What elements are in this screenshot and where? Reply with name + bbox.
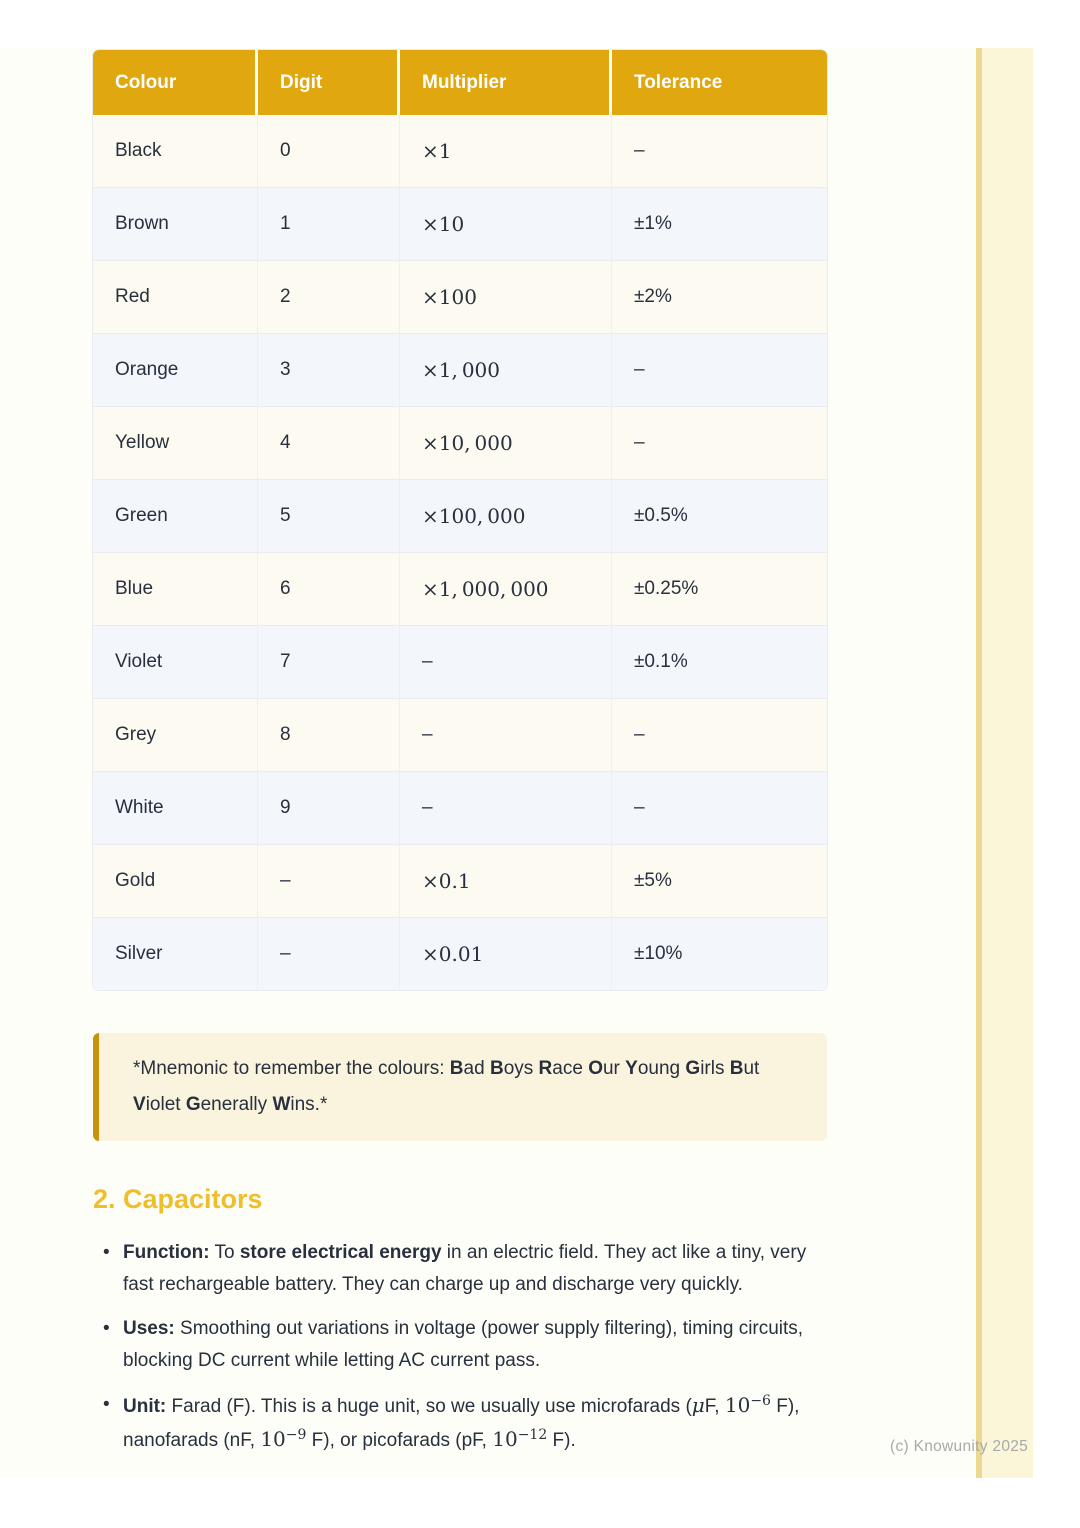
text-segment: oung [637, 1058, 686, 1079]
text-segment: G [185, 1094, 201, 1115]
table-row [93, 626, 827, 699]
cell-tolerance: ±1% [612, 188, 827, 261]
cell-tolerance: ±0.5% [612, 480, 827, 553]
cell-tolerance: ±5% [612, 845, 827, 918]
cell-colour: Yellow [93, 407, 258, 480]
table-row [93, 334, 827, 407]
colour-code-table-container [93, 50, 827, 990]
text-segment: F, [704, 1396, 725, 1417]
cell-digit: 8 [258, 699, 400, 772]
cell-colour: Blue [93, 553, 258, 626]
cell-digit: – [258, 845, 400, 918]
cell-tolerance: ±10% [612, 918, 827, 990]
document-page [0, 48, 1033, 1478]
table-header-row [93, 50, 827, 115]
table-row [93, 261, 827, 334]
table-header-digit: Digit [258, 50, 400, 115]
cell-digit: 7 [258, 626, 400, 699]
cell-multiplier: ×1, 000, 000 [400, 553, 612, 626]
cell-tolerance: ±0.25% [612, 553, 827, 626]
cell-digit: 6 [258, 553, 400, 626]
page-edge-strip [976, 48, 1033, 1478]
cell-colour: Silver [93, 918, 258, 990]
text-segment: B [449, 1058, 464, 1079]
table-header-colour: Colour [93, 50, 258, 115]
mnemonic-callout [93, 1033, 827, 1141]
text-segment: −9 [285, 1427, 307, 1443]
section-heading-capacitors: 2. Capacitors [93, 1184, 263, 1214]
table-row [93, 407, 827, 480]
text-segment: enerally [200, 1094, 273, 1115]
cell-digit: 4 [258, 407, 400, 480]
text-segment: μ [691, 1393, 705, 1417]
text-segment: G [685, 1058, 701, 1079]
table-row [93, 918, 827, 990]
text-segment: To [209, 1242, 240, 1263]
text-segment: irls [700, 1058, 730, 1079]
cell-multiplier: ×1, 000 [400, 334, 612, 407]
cell-multiplier: ×10, 000 [400, 407, 612, 480]
table-row [93, 699, 827, 772]
cell-tolerance: ±2% [612, 261, 827, 334]
bullet-marker: • [103, 1318, 110, 1339]
text-segment: ins.* [290, 1094, 328, 1115]
table-row [93, 772, 827, 845]
cell-colour: Green [93, 480, 258, 553]
text-segment: ut [743, 1058, 760, 1079]
cell-multiplier: – [400, 699, 612, 772]
table-header-tolerance: Tolerance [612, 50, 827, 115]
cell-digit: 5 [258, 480, 400, 553]
cell-multiplier: – [400, 772, 612, 845]
cell-multiplier: ×10 [400, 188, 612, 261]
table-header-multiplier: Multiplier [400, 50, 612, 115]
text-segment: Farad (F). This is a huge unit, so we usually use microfarads ( [166, 1396, 692, 1417]
text-segment: Uses: [123, 1318, 175, 1339]
cell-colour: Violet [93, 626, 258, 699]
text-segment: F). [547, 1430, 576, 1451]
text-segment: ad [463, 1058, 490, 1079]
text-segment: 10 [260, 1427, 286, 1451]
page-content [93, 50, 827, 1469]
cell-digit: 3 [258, 334, 400, 407]
text-segment: oys [503, 1058, 539, 1079]
bullet-item [93, 1237, 827, 1301]
colour-code-table [93, 50, 827, 990]
text-segment: W [272, 1094, 291, 1115]
cell-multiplier: ×1 [400, 115, 612, 188]
text-segment: 10 [724, 1393, 751, 1417]
text-segment: iolet [145, 1094, 186, 1115]
text-segment: store electrical energy [239, 1242, 442, 1263]
cell-digit: – [258, 918, 400, 990]
text-segment: O [588, 1058, 603, 1079]
text-segment: Unit: [123, 1396, 167, 1417]
text-segment: Function: [123, 1242, 210, 1263]
text-segment: −6 [750, 1393, 771, 1409]
cell-tolerance: – [612, 334, 827, 407]
cell-digit: 2 [258, 261, 400, 334]
text-segment: Smoothing out variations in voltage (power supply filtering), timing circuits, blocking DC current while letting AC current pass. [123, 1318, 804, 1371]
text-segment: B [729, 1058, 744, 1079]
cell-digit: 9 [258, 772, 400, 845]
bullet-marker: • [103, 1242, 110, 1263]
cell-multiplier: – [400, 626, 612, 699]
bullet-marker: • [103, 1394, 110, 1415]
text-segment: ace [552, 1058, 589, 1079]
table-row [93, 480, 827, 553]
cell-colour: Brown [93, 188, 258, 261]
bullet-item [93, 1313, 827, 1377]
text-segment: Y [625, 1058, 638, 1079]
bullet-item [93, 1389, 827, 1457]
cell-digit: 0 [258, 115, 400, 188]
cell-colour: Red [93, 261, 258, 334]
cell-colour: Gold [93, 845, 258, 918]
table-row [93, 115, 827, 188]
cell-tolerance: ±0.1% [612, 626, 827, 699]
cell-colour: White [93, 772, 258, 845]
knowunity-watermark: (c) Knowunity 2025 [890, 1438, 1029, 1455]
capacitors-bullet-list [93, 1237, 827, 1457]
cell-multiplier: ×100 [400, 261, 612, 334]
text-segment: R [538, 1058, 553, 1079]
cell-tolerance: – [612, 699, 827, 772]
table-row [93, 553, 827, 626]
text-segment: 10 [492, 1427, 518, 1451]
cell-tolerance: – [612, 407, 827, 480]
cell-colour: Grey [93, 699, 258, 772]
text-segment: −12 [517, 1427, 548, 1443]
table-body [93, 115, 827, 990]
table-row [93, 845, 827, 918]
cell-digit: 1 [258, 188, 400, 261]
cell-multiplier: ×0.1 [400, 845, 612, 918]
text-segment: F), or picofarads (pF, [306, 1430, 493, 1451]
mnemonic-text [133, 1058, 759, 1115]
text-segment: *Mnemonic to remember the colours: [133, 1058, 450, 1079]
cell-tolerance: – [612, 115, 827, 188]
table-row [93, 188, 827, 261]
text-segment: F), nanofarads (nF, [123, 1396, 800, 1451]
text-segment: B [489, 1058, 504, 1079]
text-segment: ur [602, 1058, 626, 1079]
cell-colour: Black [93, 115, 258, 188]
text-segment: in an electric field. They act like a tiny, very fast rechargeable battery. They can charge up and discharge very quickly. [123, 1242, 807, 1295]
cell-colour: Orange [93, 334, 258, 407]
cell-tolerance: – [612, 772, 827, 845]
text-segment: V [133, 1094, 146, 1115]
cell-multiplier: ×100, 000 [400, 480, 612, 553]
cell-multiplier: ×0.01 [400, 918, 612, 990]
